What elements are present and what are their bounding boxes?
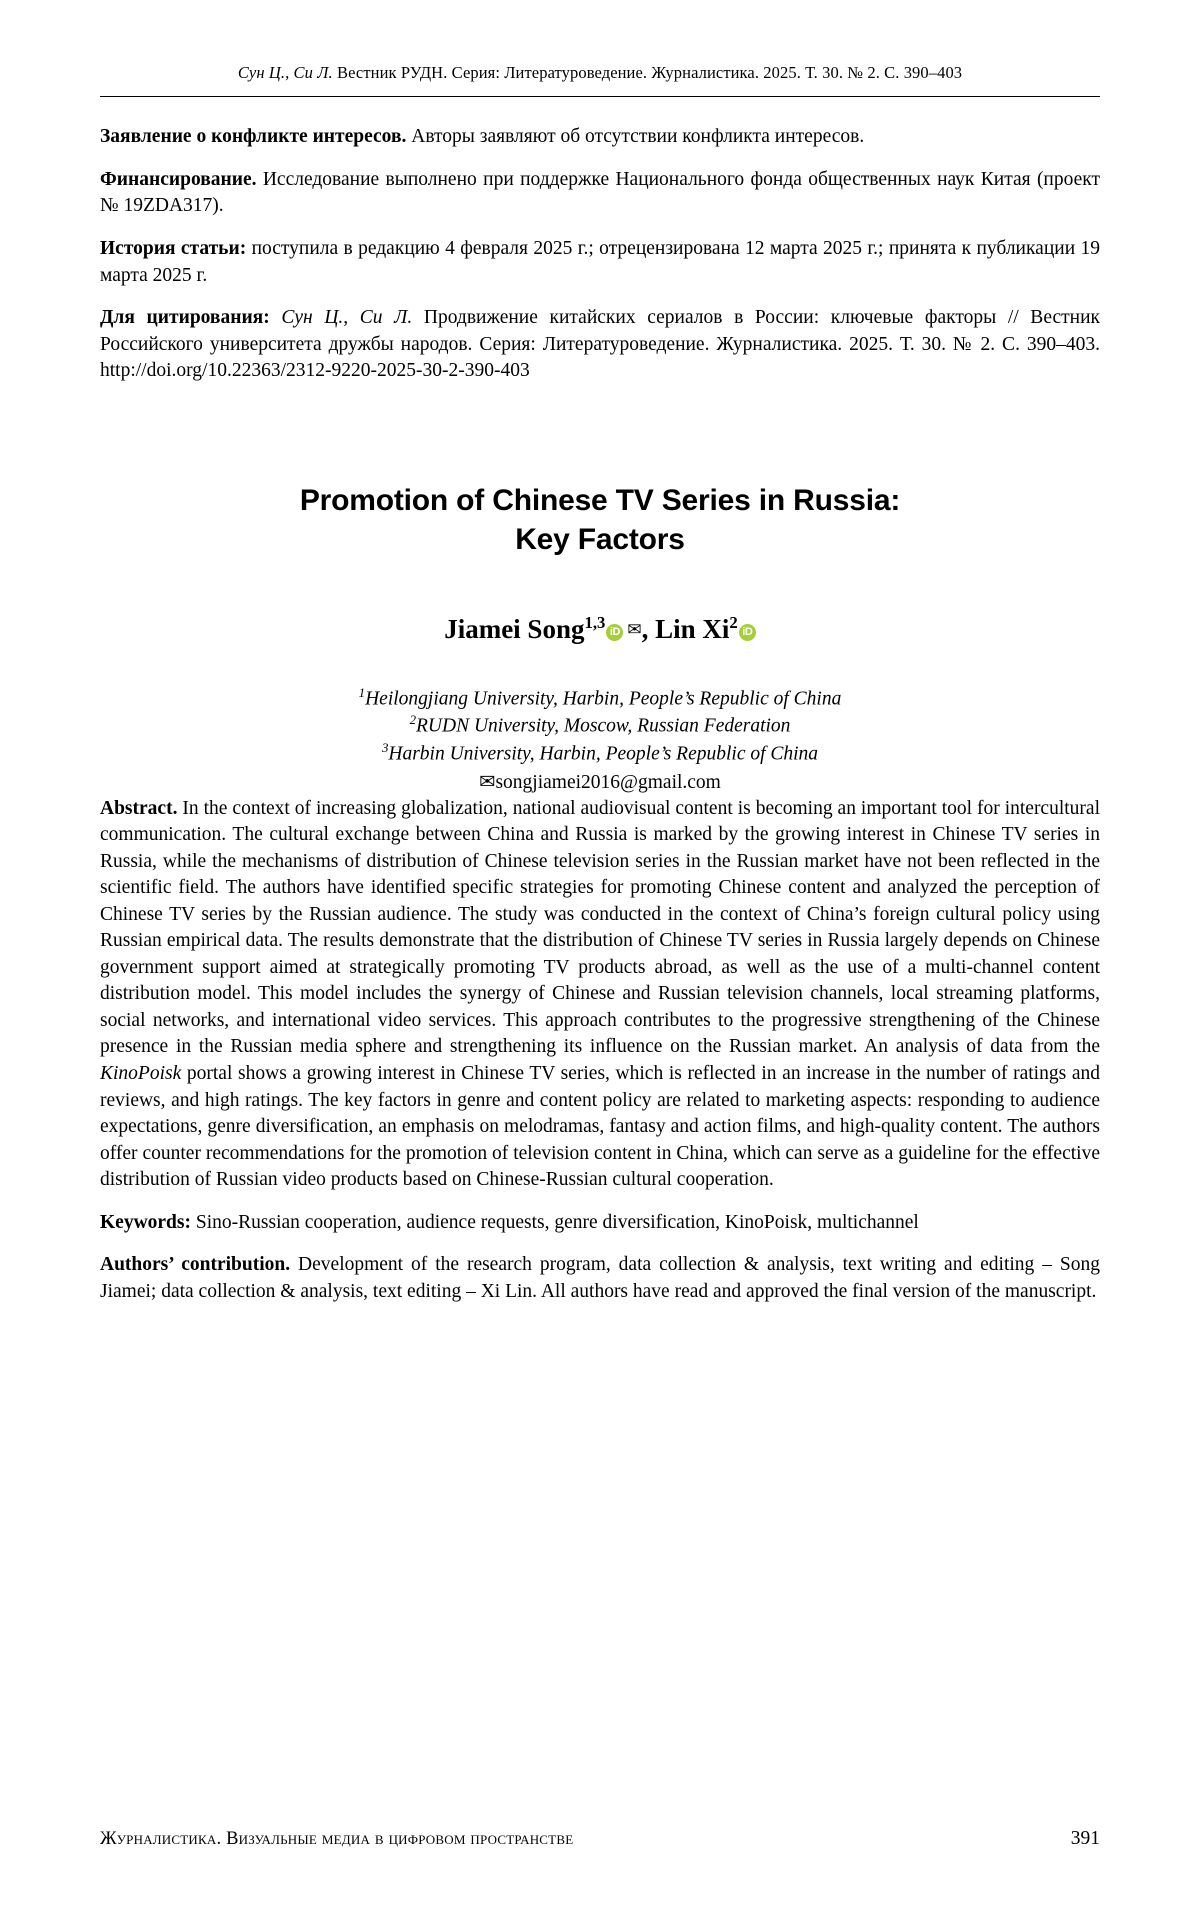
abstract-text-after: portal shows a growing interest in Chinese TV series, which is reflected in an increase in the number of ratings and reviews, and high ratings. The key factors in genre and content policy are related to marketing aspects: responding to audience expectations, genre diversification, an emphasis on melodramas, fantasy and action films, and high-quality content. The authors offer counter recommendations for the promotion of television content in China, which can serve as a guideline for the effective distribution of Russian video products based on Chinese-Russian cultural cooperation. xyxy=(100,1063,1100,1191)
note-history-label: История статьи: xyxy=(100,237,247,259)
keywords xyxy=(100,1210,1100,1237)
author-name-second: Lin Xi xyxy=(655,613,730,644)
footer-section-title: Журналистика. Визуальные медиа в цифровом пространстве xyxy=(100,1829,574,1849)
running-head-authors: Сун Ц., Си Л. xyxy=(237,63,333,82)
note-conflict-label: Заявление о конфликте интересов. xyxy=(100,126,407,148)
note-article-history xyxy=(100,236,1100,289)
running-head xyxy=(100,62,1100,83)
abstract-label: Abstract. xyxy=(100,797,178,819)
orcid-icon[interactable]: iD xyxy=(739,624,756,641)
affiliation-item xyxy=(100,740,1100,768)
affiliation-marker: 3 xyxy=(381,741,389,756)
author-list xyxy=(100,612,1100,647)
author-affiliation-marker-second: 2 xyxy=(729,612,738,632)
note-funding xyxy=(100,167,1100,220)
contact-email[interactable]: songjiamei2016@gmail.com xyxy=(495,771,721,793)
note-citation-authors: Сун Ц., Си Л. xyxy=(269,307,413,329)
note-conflict-of-interest xyxy=(100,124,1100,151)
corresponding-author-envelope-icon: ✉ xyxy=(627,619,642,639)
contact-email-line xyxy=(100,770,1100,796)
affiliation-item xyxy=(100,685,1100,713)
affiliation-list xyxy=(100,685,1100,796)
page-title xyxy=(100,481,1100,560)
note-citation-text: Продвижение китайских сериалов в России: ключевые факторы // Вестник Российского университета дружбы народов. Серия: Литературоведение. Журналистика. 2025. Т. 30. № 2. С. 390–403. http://doi.org/10.22363/2312-9220-2025-30-2-390-403 xyxy=(100,307,1100,382)
article-title-line-1: Promotion of Chinese TV Series in Russia: xyxy=(299,483,901,517)
contribution-label: Authors’ contribution. xyxy=(100,1254,291,1276)
envelope-icon: ✉ xyxy=(479,771,496,793)
author-affiliation-marker-first: 1,3 xyxy=(584,612,606,632)
note-citation xyxy=(100,305,1100,385)
affiliation-marker: 2 xyxy=(409,713,416,728)
affiliation-item xyxy=(100,712,1100,740)
page-footer xyxy=(100,1828,1100,1850)
affiliation-marker: 1 xyxy=(358,685,366,700)
author-separator: , xyxy=(641,613,656,644)
note-citation-label: Для цитирования: xyxy=(100,307,270,329)
affiliation-text: Heilongjiang University, Harbin, People’s Republic of China xyxy=(365,688,842,710)
affiliation-text: Harbin University, Harbin, People’s Republic of China xyxy=(388,743,819,765)
note-conflict-text: Авторы заявляют об отсутствии конфликта интересов. xyxy=(406,126,865,148)
keywords-text: Sino-Russian cooperation, audience requests, genre diversification, KinoPoisk, multichannel xyxy=(191,1211,919,1233)
note-history-text: поступила в редакцию 4 февраля 2025 г.; отрецензирована 12 марта 2025 г.; принята к публикации 19 марта 2025 г. xyxy=(100,237,1100,286)
page-number: 391 xyxy=(1070,1828,1100,1849)
abstract-text: In the context of increasing globalization, national audiovisual content is becoming an important tool for intercultural communication. The cultural exchange between China and Russia is marked by the growing interest in Chinese TV series in Russia, while the mechanisms of distribution of Chinese television series in the Russian market have not been reflected in the scientific field. The authors have identified specific strategies for promoting Chinese content and analyzed the perception of Chinese TV series by the Russian audience. The study was conducted in the context of China’s foreign cultural policy using Russian empirical data. The results demonstrate that the distribution of Chinese TV series in Russia largely depends on Chinese government support aimed at strategically promoting TV products abroad, as well as the use of a multi-channel content distribution model. This model includes the synergy of Chinese and Russian television channels, local streaming platforms, social networks, and international video services. This approach contributes to the progressive strengthening of the Chinese presence in the Russian media sphere and strengthening its influence on the Russian market. An analysis of data from the xyxy=(100,797,1100,1058)
note-funding-text: Исследование выполнено при поддержке Национального фонда общественных наук Китая (проект № 19ZDA317). xyxy=(100,168,1100,217)
contribution-text: Development of the research program, data collection & analysis, text writing and editing – Song Jiamei; data collection & analysis, text editing – Xi Lin. All authors have read and approved the final version of the manuscript. xyxy=(100,1254,1100,1302)
page-content xyxy=(100,62,1100,1305)
running-head-source: Вестник РУДН. Серия: Литературоведение. Журналистика. 2025. Т. 30. № 2. С. 390–403 xyxy=(332,63,963,82)
abstract xyxy=(100,796,1100,1194)
authors-contribution xyxy=(100,1252,1100,1305)
abstract-italic-term: KinoPoisk xyxy=(100,1063,182,1084)
note-funding-label: Финансирование. xyxy=(100,168,257,190)
affiliation-text: RUDN University, Moscow, Russian Federation xyxy=(416,715,791,737)
article-title-line-2: Key Factors xyxy=(515,523,685,557)
keywords-label: Keywords: xyxy=(100,1211,191,1233)
header-divider xyxy=(100,96,1100,97)
author-name-first: Jiamei Song xyxy=(444,613,585,644)
orcid-icon[interactable]: iD xyxy=(606,624,623,641)
